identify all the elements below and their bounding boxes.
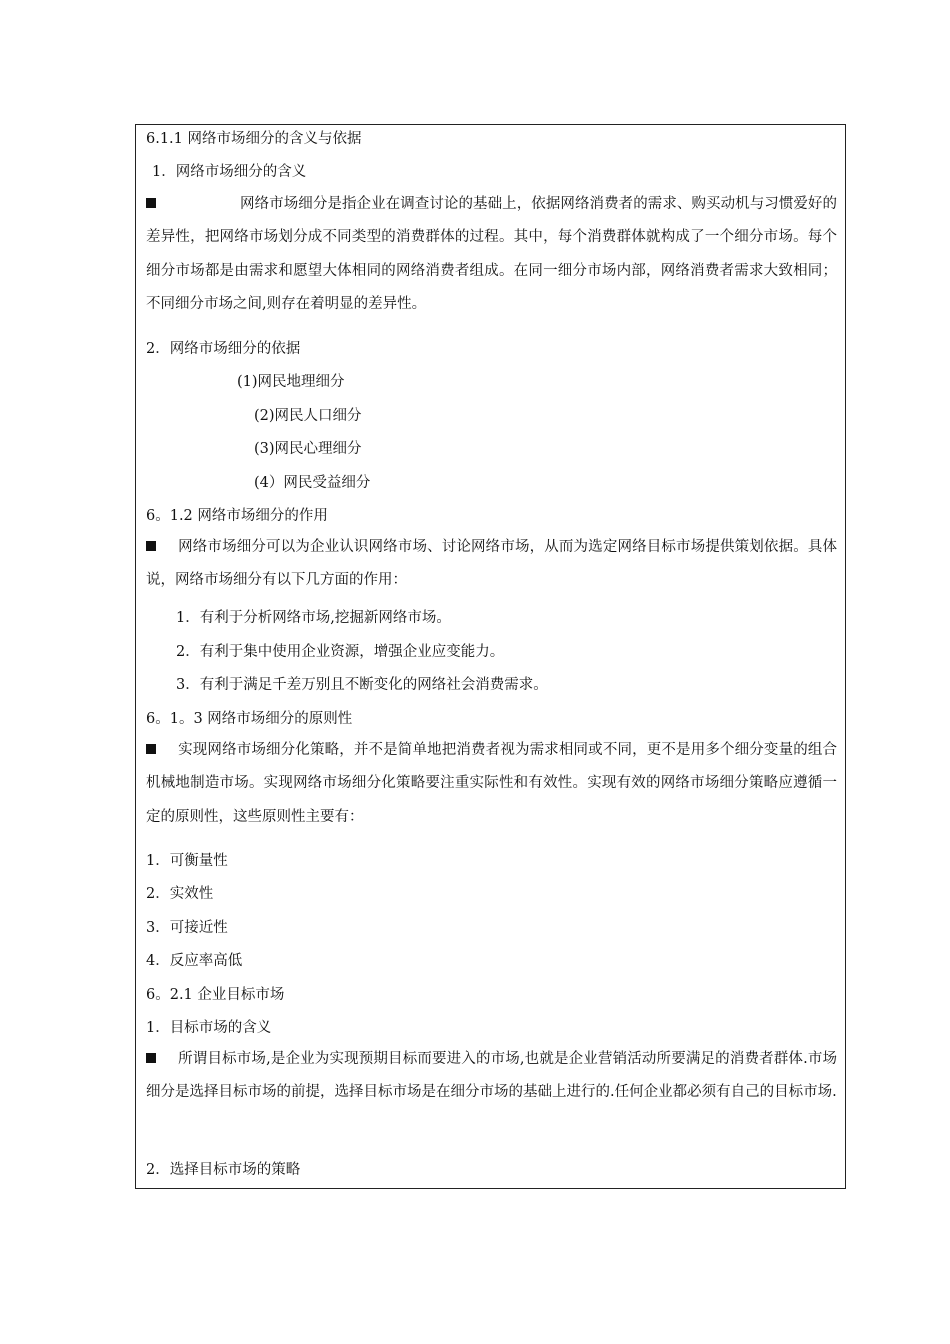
list-item-principle-4: 4．反应率高低 <box>146 953 243 969</box>
list-item-principle-2: 2．实效性 <box>146 886 214 902</box>
square-bullet-icon <box>146 744 156 754</box>
section-title-613: 6。1。3 网络市场细分的原则性 <box>146 711 353 727</box>
list-item-psychological: (3)网民心理细分 <box>254 441 362 457</box>
paragraph-role: 网络市场细分可以为企业认识网络市场、讨论网络市场，从而为选定网络目标市场提供策划依据。具体说，网络市场细分有以下几方面的作用： <box>146 539 837 589</box>
square-bullet-icon <box>146 198 156 208</box>
list-item-principle-1: 1．可衡量性 <box>146 853 228 869</box>
list-item-role-1: 1．有利于分析网络市场,挖掘新网络市场。 <box>176 610 451 626</box>
section-title-612: 6。1.2 网络市场细分的作用 <box>146 508 328 524</box>
square-bullet-icon <box>146 541 156 551</box>
square-bullet-icon <box>146 1053 156 1063</box>
paragraph-target-market: 所谓目标市场,是企业为实现预期目标而要进入的市场,也就是企业营销活动所要满足的消费者群体.市场细分是选择目标市场的前提，选择目标市场是在细分市场的基础上进行的.任何企业都必须有自己的目标市场. <box>146 1051 837 1101</box>
heading-meaning: 1．网络市场细分的含义 <box>152 164 307 180</box>
paragraph-principles: 实现网络市场细分化策略，并不是简单地把消费者视为需求相同或不同，更不是用多个细分变量的组合机械地制造市场。实现网络市场细分化策略要注重实际性和有效性。实现有效的网络市场细分策略应遵循一定的原则性，这些原则性主要有： <box>146 742 837 825</box>
list-item-principle-3: 3．可接近性 <box>146 920 228 936</box>
list-item-role-2: 2．有利于集中使用企业资源，增强企业应变能力。 <box>176 644 505 660</box>
heading-basis: 2．网络市场细分的依据 <box>146 341 301 357</box>
list-item-benefit: (4）网民受益细分 <box>254 475 371 491</box>
section-title-611: 6.1.1 网络市场细分的含义与依据 <box>146 131 362 147</box>
list-item-demographic: (2)网民人口细分 <box>254 408 362 424</box>
list-item-geo: (1)网民地理细分 <box>237 374 345 390</box>
heading-target-strategy: 2．选择目标市场的策略 <box>146 1162 301 1178</box>
content-box <box>135 124 846 1189</box>
paragraph-meaning: 网络市场细分是指企业在调查讨论的基础上，依据网络消费者的需求、购买动机与习惯爱好的差异性，把网络市场划分成不同类型的消费群体的过程。其中，每个消费群体就构成了一个细分市场。每个细分市场都是由需求和愿望大体相同的网络消费者组成。在同一细分市场内部，网络消费者需求大致相同；不同细分市场之间,则存在着明显的差异性。 <box>146 196 837 312</box>
section-title-621: 6。2.1 企业目标市场 <box>146 987 285 1003</box>
list-item-role-3: 3．有利于满足千差万别且不断变化的网络社会消费需求。 <box>176 677 548 693</box>
heading-target-meaning: 1．目标市场的含义 <box>146 1020 272 1036</box>
